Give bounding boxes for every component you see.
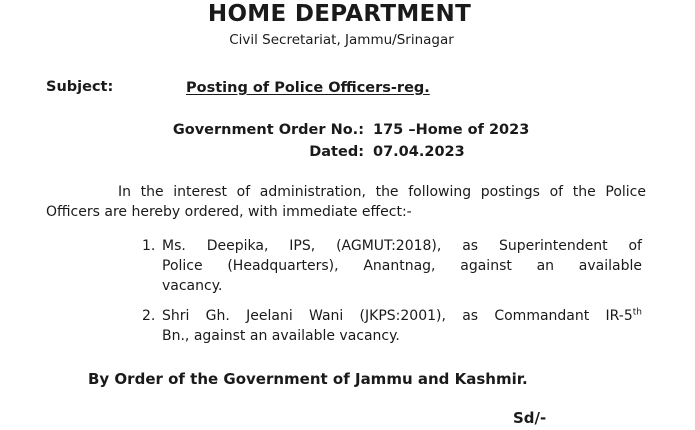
department-address: Civil Secretariat, Jammu/Srinagar bbox=[229, 32, 454, 48]
posting-number: 1. bbox=[142, 238, 156, 254]
posting-line bbox=[162, 306, 642, 326]
intro-paragraph bbox=[46, 182, 646, 222]
postings-list bbox=[142, 236, 642, 356]
posting-line: Ms. Deepika, IPS, (AGMUT:2018), as Superintendent of bbox=[162, 238, 642, 254]
department-title: HOME DEPARTMENT bbox=[207, 1, 472, 27]
order-number-label: Government Order No.: bbox=[172, 122, 364, 138]
by-order-line: By Order of the Government of Jammu and Kashmir. bbox=[88, 370, 528, 388]
posting-number: 2. bbox=[142, 308, 156, 324]
order-number-value: 175 –Home of 2023 bbox=[373, 122, 530, 138]
order-date-value: 07.04.2023 bbox=[373, 144, 465, 160]
intro-line-1: In the interest of administration, the following postings of the Police bbox=[118, 184, 646, 200]
order-date-line bbox=[164, 144, 465, 160]
ordinal-suffix: th bbox=[632, 307, 642, 318]
posting-line: vacancy. bbox=[162, 278, 223, 294]
posting-line-text: Shri Gh. Jeelani Wani (JKPS:2001), as Commandant IR-5 bbox=[162, 308, 633, 324]
signature-mark: Sd/- bbox=[513, 409, 547, 427]
subject-text: Posting of Police Officers-reg. bbox=[186, 80, 430, 96]
order-date-label: Dated: bbox=[309, 144, 364, 160]
posting-line: Police (Headquarters), Anantnag, against an available bbox=[162, 258, 642, 274]
intro-line-2: Officers are hereby ordered, with immediate effect:- bbox=[46, 204, 412, 220]
subject-label: Subject: bbox=[46, 79, 114, 95]
order-number-line bbox=[164, 122, 529, 138]
posting-item bbox=[142, 236, 642, 296]
posting-line: Bn., against an available vacancy. bbox=[162, 328, 400, 344]
posting-item bbox=[142, 306, 642, 346]
